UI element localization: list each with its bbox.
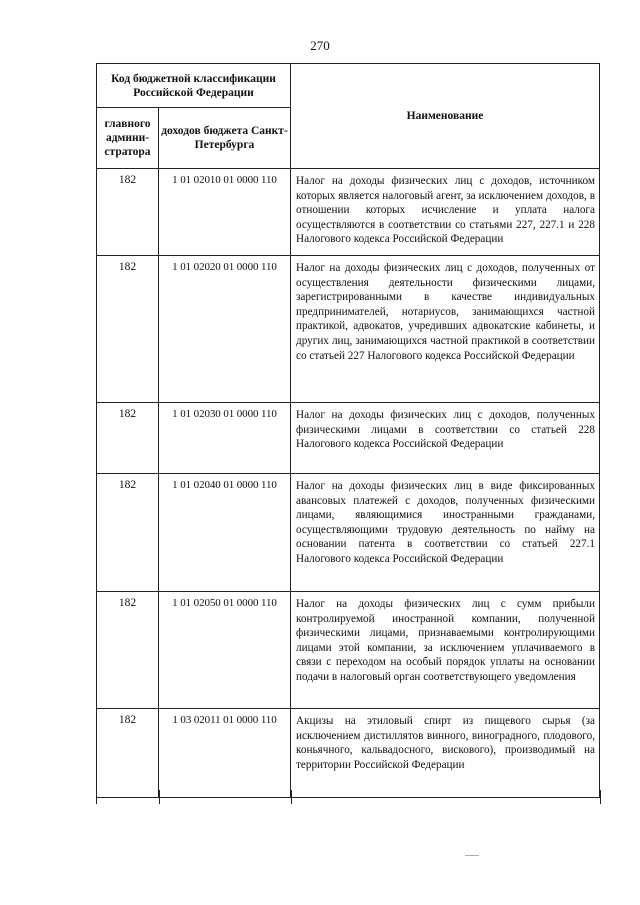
admin-code-cell: 182 [97, 474, 159, 592]
admin-code-cell: 182 [97, 403, 159, 474]
table-row [97, 169, 600, 256]
name-cell: Налог на доходы физических лиц в виде фиксированных авансовых платежей с доходов, полученных физическими лицами, являющимися иностранными гражданами, осуществляющими трудовую деятельность по найму на основании патента в соответствии со статьей 227.1 Налогового кодекса Российской Федерации [291, 474, 600, 592]
revenue-code-cell: 1 03 02011 01 0000 110 [159, 709, 291, 798]
table-row [97, 709, 600, 798]
table-row [97, 474, 600, 592]
admin-code-cell: 182 [97, 709, 159, 798]
header-budget-revenue-code: доходов бюджета Санкт-Петербурга [159, 108, 291, 169]
page-number: 270 [310, 38, 330, 53]
admin-code-cell: 182 [97, 592, 159, 709]
name-cell: Налог на доходы физических лиц с доходов, источником которых является налоговый агент, за исключением доходов, в отношении которых исчисление и уплата налога осуществляются в соответствии со статьями 227, 227.1 и 228 Налогового кодекса Российской Федерации [291, 169, 600, 256]
table-row [97, 403, 600, 474]
admin-code-cell: 182 [97, 256, 159, 403]
revenue-code-cell: 1 01 02010 01 0000 110 [159, 169, 291, 256]
budget-classification-table [96, 63, 600, 798]
name-cell: Налог на доходы физических лиц с сумм прибыли контролируемой иностранной компании, полученной физическими лицами, признаваемыми контролирующими лицами этой компании, за исключением уплачиваемого в связи с переходом на особый порядок уплаты на основании подачи в налоговый орган соответствующего уведомления [291, 592, 600, 709]
name-cell: Акцизы на этиловый спирт из пищевого сырья (за исключением дистиллятов винного, виноградного, плодового, коньячного, кальвадосного, вискового), производимый на территории Российской Федерации [291, 709, 600, 798]
revenue-code-cell: 1 01 02040 01 0000 110 [159, 474, 291, 592]
header-classification-code: Код бюджетной классификации Российской Федерации [97, 64, 291, 108]
name-cell: Налог на доходы физических лиц с доходов, полученных физическими лицами в соответствии со статьей 228 Налогового кодекса Российской Федерации [291, 403, 600, 474]
header-name: Наименование [291, 64, 600, 169]
header-main-administrator: главного админи-стратора [97, 108, 159, 169]
scan-mark [465, 855, 479, 856]
name-cell: Налог на доходы физических лиц с доходов, полученных от осуществления деятельности физическими лицами, зарегистрированными в качестве индивидуальных предпринимателей, нотариусов, занимающихся частной практикой, адвокатов, учредивших адвокатские кабинеты, и других лиц, занимающихся частной практикой в соответствии со статьей 227 Налогового кодекса Российской Федерации [291, 256, 600, 403]
revenue-code-cell: 1 01 02050 01 0000 110 [159, 592, 291, 709]
table-row [97, 592, 600, 709]
admin-code-cell: 182 [97, 169, 159, 256]
table-row [97, 256, 600, 403]
revenue-code-cell: 1 01 02020 01 0000 110 [159, 256, 291, 403]
revenue-code-cell: 1 01 02030 01 0000 110 [159, 403, 291, 474]
